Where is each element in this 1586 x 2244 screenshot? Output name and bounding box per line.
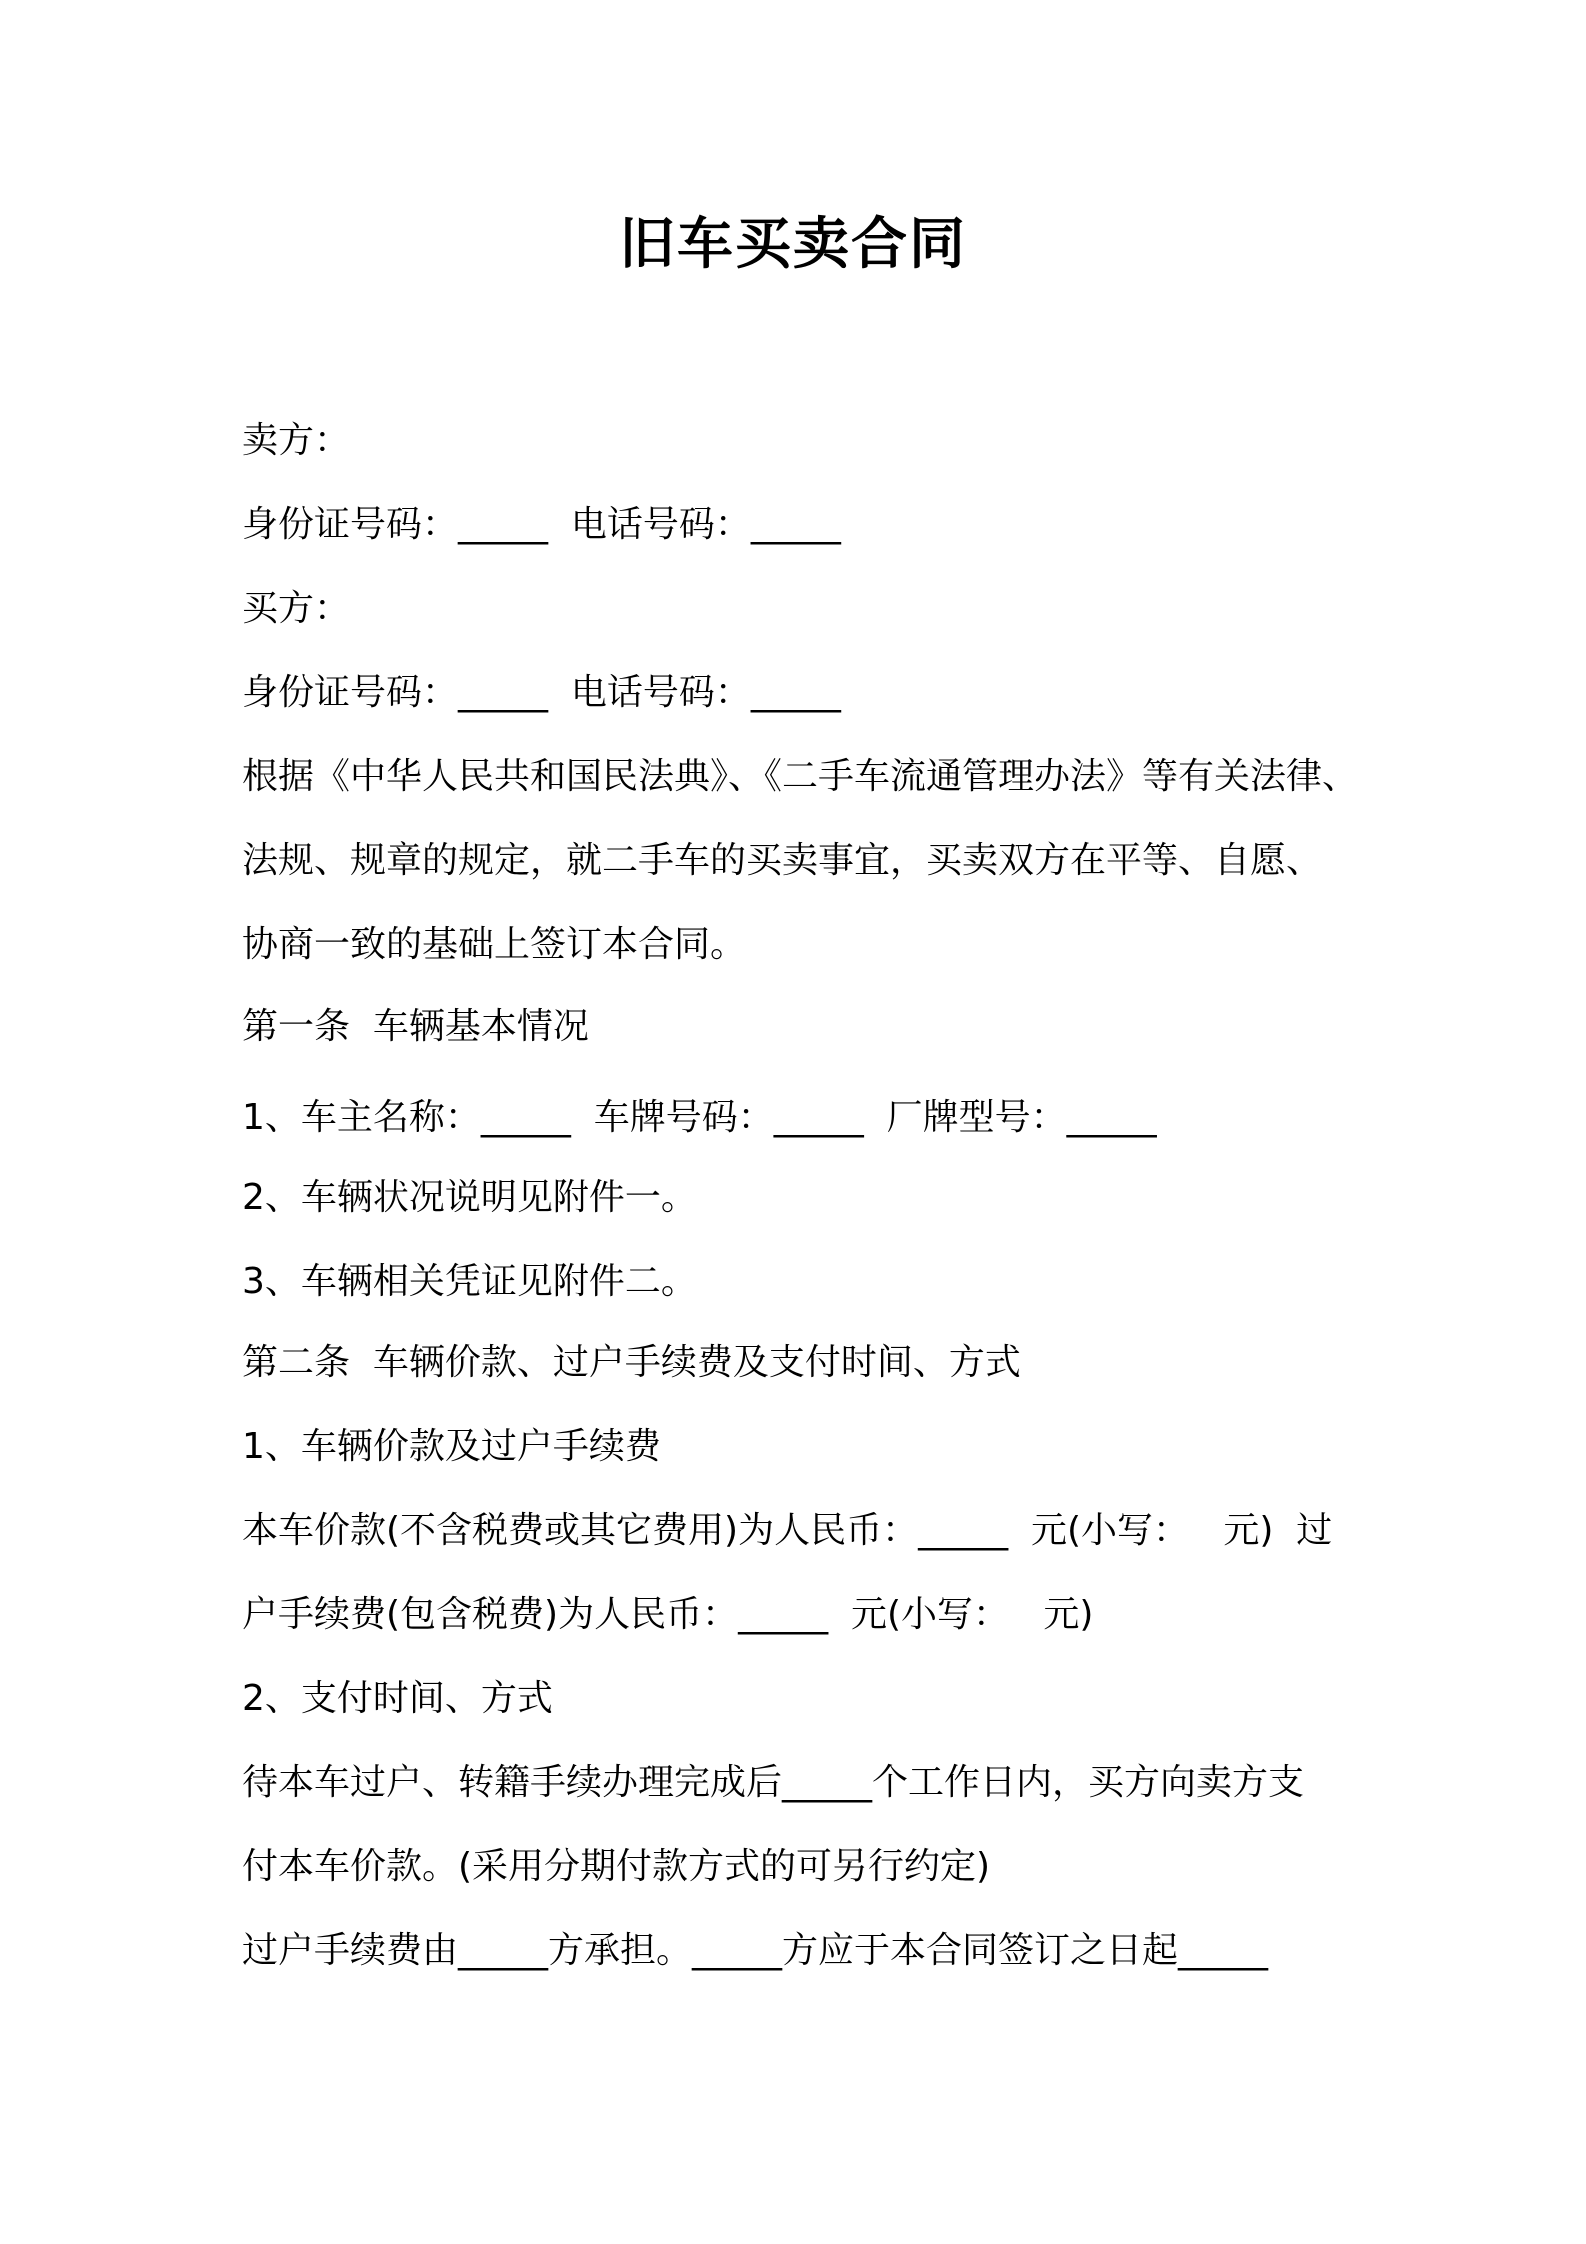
seller-id-phone-line: 身份证号码：_____ 电话号码：_____	[242, 504, 841, 545]
preamble-line-1: 根据《中华人民共和国民法典》、《二手车流通管理办法》等有关法律、	[242, 756, 1359, 797]
article-1-item-3: 3、车辆相关凭证见附件二。	[242, 1261, 697, 1302]
buyer-label: 买方：	[242, 588, 351, 629]
buyer-id-phone-line: 身份证号码：_____ 电话号码：_____	[242, 672, 841, 713]
transfer-fee-line: 过户手续费由_____方承担。_____方应于本合同签订之日起_____	[242, 1930, 1269, 1971]
seller-label: 卖方：	[242, 420, 351, 461]
document-title: 旧车买卖合同	[619, 212, 967, 277]
article-1-item-2: 2、车辆状况说明见附件一。	[242, 1177, 697, 1218]
article-2-item-2: 2、支付时间、方式	[242, 1678, 553, 1719]
preamble-line-3: 协商一致的基础上签订本合同。	[242, 924, 747, 965]
article-2-heading: 第二条 车辆价款、过户手续费及支付时间、方式	[242, 1342, 1021, 1383]
article-1-item-1: 1、车主名称：_____ 车牌号码：_____ 厂牌型号：_____	[242, 1097, 1157, 1138]
price-line-1: 本车价款(不含税费或其它费用)为人民币：_____ 元(小写： 元) 过	[242, 1510, 1333, 1551]
preamble-line-2: 法规、规章的规定，就二手车的买卖事宜，买卖双方在平等、自愿、	[242, 840, 1323, 881]
payment-line-2: 付本车价款。(采用分期付款方式的可另行约定)	[242, 1846, 991, 1887]
payment-line-1: 待本车过户、转籍手续办理完成后_____个工作日内，买方向卖方支	[242, 1762, 1305, 1803]
price-line-2: 户手续费(包含税费)为人民币：_____ 元(小写： 元)	[242, 1594, 1094, 1635]
article-1-heading: 第一条 车辆基本情况	[242, 1006, 589, 1047]
article-2-item-1: 1、车辆价款及过户手续费	[242, 1426, 661, 1467]
